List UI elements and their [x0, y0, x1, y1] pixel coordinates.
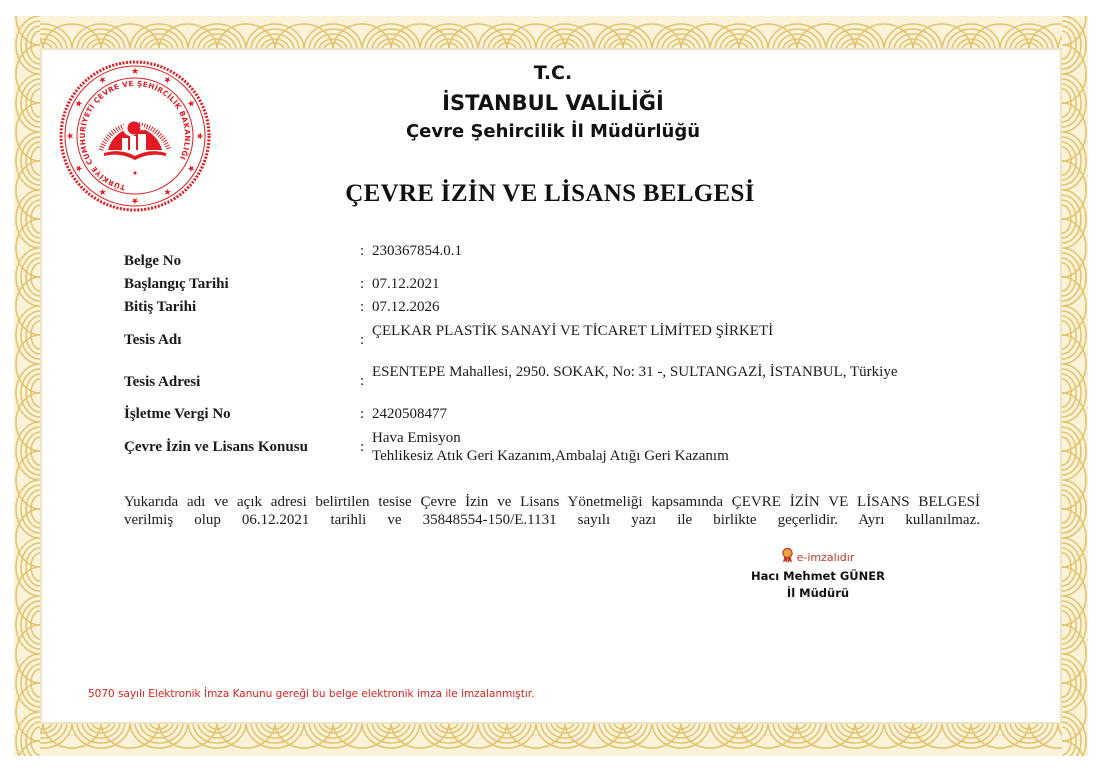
header-tc: T.C. [533, 62, 573, 84]
border-band-bottom [14, 722, 1088, 756]
field-label-facility-name: Tesis Adı [124, 332, 182, 348]
esignature-law-note: 5070 sayılı Elektronik İmza Kanunu gereği bu belge elektronik imza ile imzalanmıştır. [88, 688, 535, 700]
document-title: ÇEVRE İZİN VE LİSANS BELGESİ [345, 180, 755, 207]
svg-text:TÜRKİYE CUMHURİYETİ ÇEVRE VE Ş: TÜRKİYE CUMHURİYETİ ÇEVRE VE ŞEHİRCİLİK BAKANLIĞI [77, 78, 193, 192]
field-colon: : [360, 243, 365, 259]
field-label-facility-address: Tesis Adresi [124, 374, 201, 390]
svg-text:★: ★ [72, 97, 86, 110]
field-label-start-date: Başlangıç Tarihi [124, 276, 229, 292]
field-colon: : [360, 439, 365, 455]
validity-statement [124, 493, 980, 529]
esign-label: e-imzalıdır [796, 551, 855, 564]
border-band-right [1062, 16, 1088, 756]
validity-statement-line-2: verilmiş olup 06.12.2021 tarihli ve 35848554-150/E.1131 sayılı yazı ile birlikte geçerlidir. Ayrı kullanılmaz. [124, 512, 980, 528]
field-colon: : [360, 299, 365, 315]
signer-name: Hacı Mehmet GÜNER [751, 569, 885, 583]
svg-text:★: ★ [96, 73, 109, 87]
signer-title: İl Müdürü [786, 586, 850, 600]
field-value-permit-subject-2: Tehlikesiz Atık Geri Kazanım,Ambalaj Atığı Geri Kazanım [372, 448, 729, 464]
field-value-facility-address: ESENTEPE Mahallesi, 2950. SOKAK, No: 31 -, SULTANGAZİ, İSTANBUL, Türkiye [372, 364, 898, 380]
field-label-tax-no: İşletme Vergi No [124, 406, 231, 422]
svg-text:★: ★ [184, 162, 198, 175]
svg-text:★: ★ [130, 66, 140, 76]
field-colon: : [360, 276, 365, 292]
svg-text:★: ★ [65, 131, 75, 141]
field-label-end-date: Bitiş Tarihi [124, 299, 197, 315]
border-band-left [14, 16, 40, 756]
svg-text:★: ★ [161, 73, 174, 87]
field-colon: : [360, 373, 365, 389]
svg-text:★: ★ [195, 131, 205, 141]
issuer-header [380, 58, 726, 146]
svg-text:★: ★ [138, 124, 146, 133]
field-value-tax-no: 2420508477 [372, 406, 447, 422]
ministry-seal-icon [56, 60, 214, 212]
esign-badge [738, 548, 898, 568]
field-colon: : [360, 332, 365, 348]
award-ribbon-icon [782, 548, 793, 568]
svg-text:★: ★ [184, 97, 198, 110]
svg-text:★: ★ [130, 196, 140, 206]
field-value-start-date: 07.12.2021 [372, 276, 440, 292]
border-band-top [14, 16, 1088, 50]
svg-text:★: ★ [96, 185, 109, 199]
signature-block [738, 548, 898, 602]
field-value-end-date: 07.12.2026 [372, 299, 440, 315]
field-value-permit-subject-1: Hava Emisyon [372, 430, 461, 446]
field-value-belge-no: 230367854.0.1 [372, 243, 462, 259]
field-label-belge-no: Belge No [124, 253, 182, 269]
svg-text:★: ★ [161, 185, 174, 199]
header-governorship: İSTANBUL VALİLİĞİ [442, 91, 664, 115]
header-directorate: Çevre Şehircilik İl Müdürlüğü [405, 121, 701, 142]
validity-statement-line-1: Yukarıda adı ve açık adresi belirtilen tesise Çevre İzin ve Lisans Yönetmeliği kapsamında ÇEVRE İZİN VE LİSANS BELGESİ [124, 494, 980, 510]
field-colon: : [360, 406, 365, 422]
field-value-facility-name: ÇELKAR PLASTİK SANAYİ VE TİCARET LİMİTED ŞİRKETİ [372, 323, 774, 339]
svg-text:★: ★ [72, 162, 86, 175]
field-label-permit-subject: Çevre İzin ve Lisans Konusu [124, 439, 308, 455]
